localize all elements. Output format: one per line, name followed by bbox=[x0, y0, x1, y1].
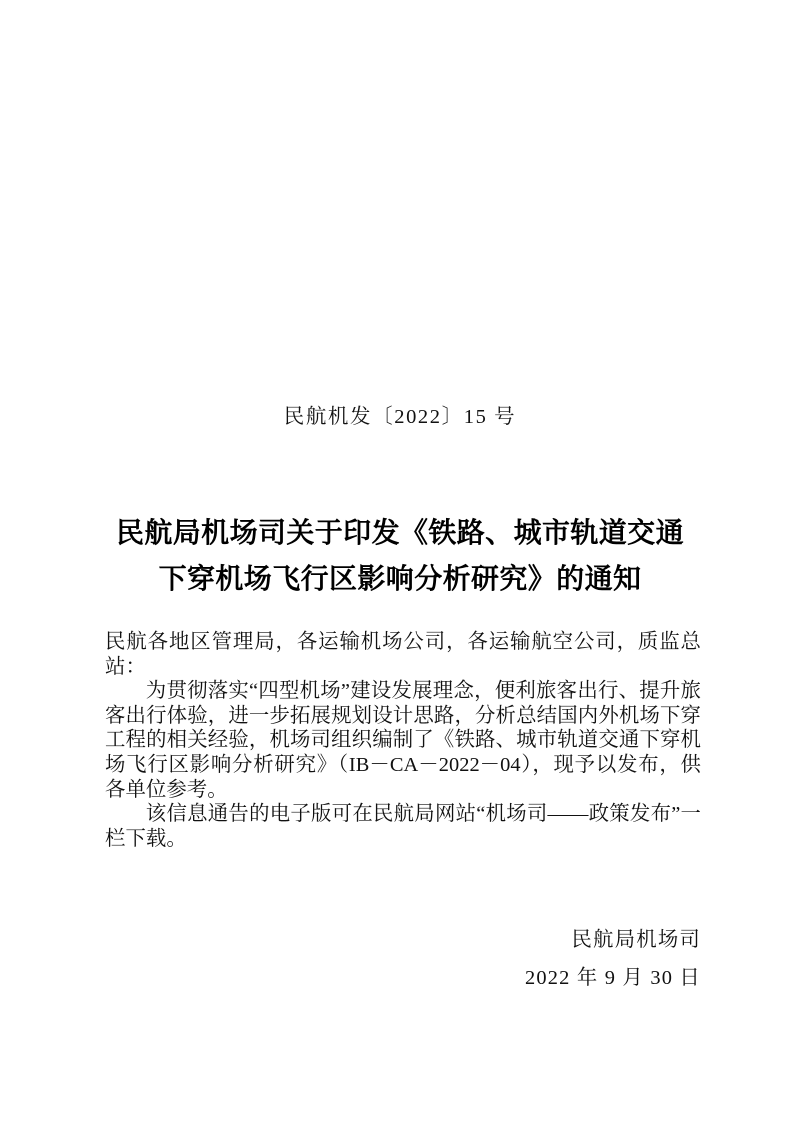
document-number: 民航机发〔2022〕15 号 bbox=[283, 406, 517, 428]
document-title-line-2: 下穿机场飞行区影响分析研究》的通知 bbox=[158, 562, 642, 595]
body-paragraph-2: 该信息通告的电子版可在民航局网站“机场司——政策发布”一栏下载。 bbox=[105, 803, 701, 850]
signature-organization: 民航局机场司 bbox=[571, 929, 701, 951]
document-title-line-1: 民航局机场司关于印发《铁路、城市轨道交通 bbox=[115, 516, 684, 549]
document-body bbox=[105, 630, 701, 851]
document-title bbox=[0, 510, 800, 602]
body-paragraph-1: 为贯彻落实“四型机场”建设发展理念，便利旅客出行、提升旅客出行体验，进一步拓展规划设计思路，分析总结国内外机场下穿工程的相关经验，机场司组织编制了《铁路、城市轨道交通下穿机场飞行区影响分析研究》（IB－CA－2022－04），现予以发布，供各单位参考。 bbox=[105, 680, 701, 801]
addressee-line: 民航各地区管理局，各运输机场公司，各运输航空公司，质监总站： bbox=[105, 631, 701, 678]
signature-date: 2022 年 9 月 30 日 bbox=[524, 967, 701, 989]
